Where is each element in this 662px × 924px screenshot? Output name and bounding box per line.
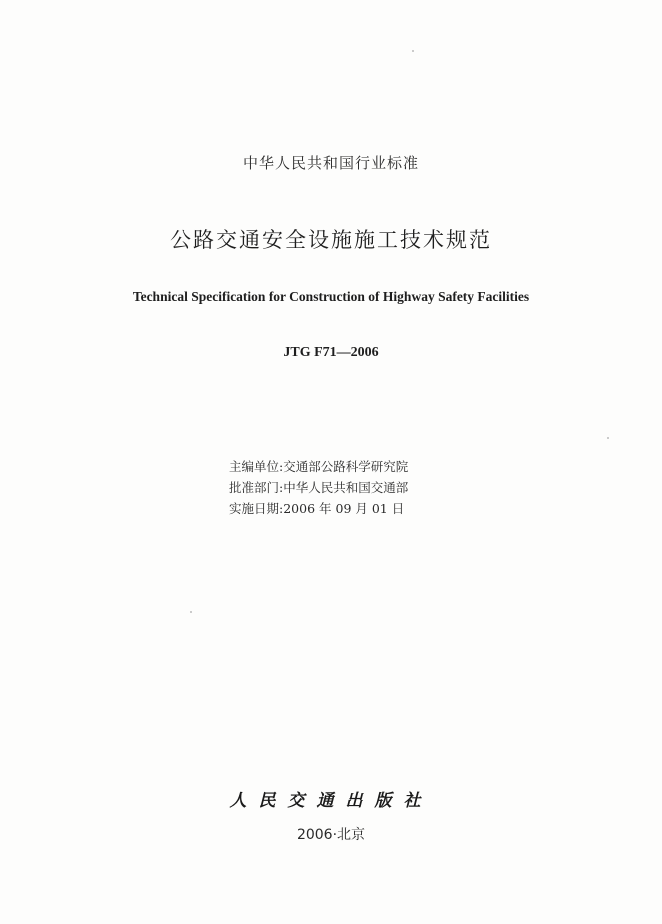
- info-row-effective-date: 实施日期:2006 年 09 月 01 日: [229, 501, 405, 516]
- publication-place-year: 2006·北京: [296, 827, 366, 843]
- info-row-approving-dept: 批准部门:中华人民共和国交通部: [229, 480, 409, 495]
- publisher-name: 人民交通出版社: [229, 791, 433, 811]
- standard-category: 中华人民共和国行业标准: [242, 154, 419, 172]
- title-chinese: 公路交通安全设施施工技术规范: [170, 228, 492, 252]
- info-block: [229, 456, 408, 519]
- title-english: Technical Specification for Construction of Highway Safety Facilities: [132, 289, 530, 304]
- scan-speck: [190, 611, 192, 613]
- info-value: 中华人民共和国交通部: [283, 480, 409, 495]
- info-label: 实施日期: [229, 501, 280, 516]
- standard-code: JTG F71—2006: [283, 345, 379, 360]
- scan-speck: [412, 50, 414, 52]
- info-value: 交通部公路科学研究院: [283, 459, 409, 474]
- info-row-chief-editor: 主编单位:交通部公路科学研究院: [229, 459, 409, 474]
- info-label: 主编单位: [229, 459, 280, 474]
- scan-speck: [607, 437, 609, 439]
- info-label: 批准部门: [229, 480, 280, 495]
- info-value: 2006 年 09 月 01 日: [283, 501, 405, 516]
